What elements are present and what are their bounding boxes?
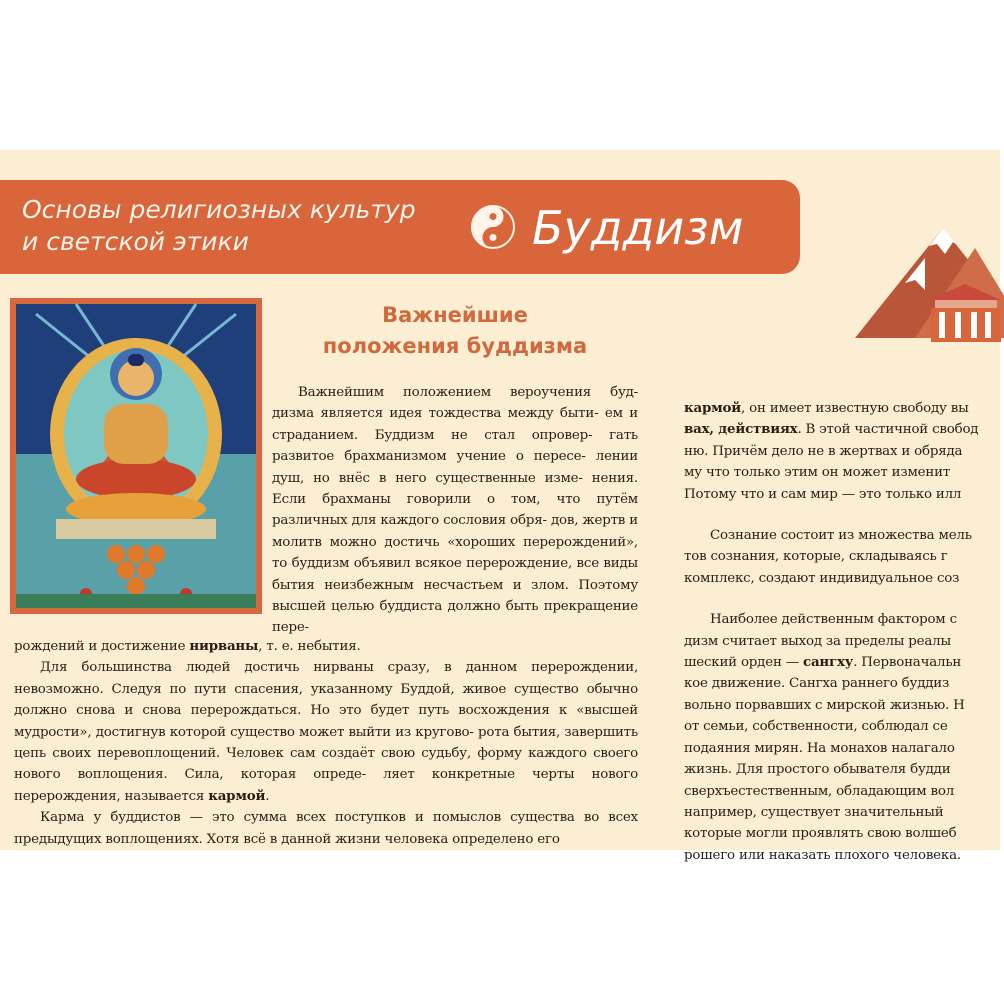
paragraph-1 bbox=[272, 382, 638, 639]
text-line: шеский орден — bbox=[684, 655, 803, 671]
paragraph-2 bbox=[14, 657, 638, 807]
textbook-page bbox=[0, 150, 1000, 863]
text-line: . Первоначальн bbox=[853, 655, 962, 671]
section-heading bbox=[300, 300, 610, 362]
text-line: дов, жертв и молитв можно достичь «хороших bbox=[272, 513, 638, 550]
text-line: Наиболее действенным фактором с bbox=[710, 612, 957, 628]
text-line: подаяния мирян. На монахов налагало bbox=[684, 740, 955, 756]
text-line: Карма у буддистов — это сумма всех поступков и помыслов существа во всех bbox=[40, 810, 638, 826]
text-line: дизм считает выход за пределы реалы bbox=[684, 633, 951, 649]
buddha-thangka-image bbox=[16, 304, 256, 608]
text-line: рота бытия, завершить цепь своих перевоплощений. Человек сам создаёт bbox=[14, 724, 638, 762]
mountain-temple-icon bbox=[855, 198, 1000, 348]
course-title bbox=[22, 194, 416, 258]
text-line: комплекс, создают индивидуальное соз bbox=[684, 570, 960, 586]
text-line: дизма является идея тождества между быти- bbox=[272, 406, 599, 422]
term-nirvana: нирваны bbox=[189, 638, 259, 654]
text-line: от семьи, собственности, соблюдал се bbox=[684, 719, 948, 735]
text-line: му что только этим он может изменит bbox=[684, 465, 951, 481]
text-line: Сознание состоит из множества мель bbox=[710, 528, 972, 544]
text-line: перерождение, все виды бытия неизбежным bbox=[272, 556, 639, 593]
term-sangha: сангху bbox=[802, 654, 854, 671]
text-line: сверхъестественным, обладающим вол bbox=[684, 783, 955, 799]
text-line: . В этой частичной свобод bbox=[797, 422, 979, 438]
text-line: вольно порвавших с мирской жизнью. Н bbox=[684, 697, 965, 713]
full-width-text bbox=[14, 636, 638, 850]
text-line: к «высшей мудрости», достигнув которой существо может выйти из кругово- bbox=[14, 703, 638, 740]
section-heading-line1: Важнейшие bbox=[382, 303, 528, 327]
text-line: рождений и достижение bbox=[14, 639, 186, 654]
section-heading-line2: положения буддизма bbox=[322, 334, 588, 358]
text-line: ляет конкретные черты нового перерождения, называется bbox=[14, 767, 638, 804]
text-line: несчастьем и злом. Поэтому высшей целью bbox=[272, 577, 639, 615]
text-line: которые могли проявлять свою волшеб bbox=[684, 826, 957, 842]
text-line: тов сознания, которые, складываясь г bbox=[684, 549, 948, 565]
paragraph-1-end bbox=[14, 636, 638, 657]
course-title-line1: Основы религиозных культур bbox=[22, 195, 416, 224]
text-line: гать развитое брахманизмом учение о пересе- bbox=[272, 427, 639, 465]
text-line: предыдущих воплощениях. Хотя всё в данной жизни человека определено его bbox=[14, 831, 560, 847]
text-line: кое движение. Сангха раннего буддиз bbox=[684, 676, 950, 692]
text-line: лении душ, но внёс в него существенные изме- bbox=[272, 449, 638, 486]
right-paragraph-2 bbox=[684, 525, 1004, 589]
text-line: например, существует значительный bbox=[684, 804, 944, 820]
text-line: невозможно. Следуя по пути спасения, указанному Буддой, живое существо bbox=[14, 681, 579, 697]
term-karma: кармой bbox=[684, 400, 742, 416]
course-title-line2: и светской этики bbox=[22, 227, 249, 256]
right-paragraph-3 bbox=[684, 609, 1004, 866]
text-line: Для большинства людей достичь нирваны сразу, в данном перерождении, bbox=[40, 660, 638, 676]
text-line: буддиста должно быть прекращение пере- bbox=[272, 599, 639, 636]
text-line: путём различных для каждого сословия обря- bbox=[272, 492, 639, 529]
column-beside-image bbox=[272, 382, 638, 639]
text-line: . bbox=[265, 788, 270, 804]
text-line: , он имеет известную свободу вы bbox=[741, 401, 969, 416]
text-line: Потому что и сам мир — это только илл bbox=[684, 486, 962, 502]
right-column bbox=[684, 398, 1004, 866]
text-line: ню. Причём дело не в жертвах и обряда bbox=[684, 443, 963, 459]
text-line: Важнейшим положением вероучения буд- bbox=[298, 385, 638, 400]
yin-yang-icon bbox=[470, 204, 516, 250]
text-line: жизнь. Для простого обывателя будди bbox=[684, 762, 951, 778]
right-paragraph-1 bbox=[684, 398, 1004, 505]
text-line: перерождений», то буддизм объявил всякое bbox=[272, 534, 638, 572]
term-karma: кармой bbox=[208, 787, 266, 804]
topic-title: Буддизм bbox=[532, 201, 744, 255]
text-line: ем и страданием. Буддизм не стал опровер- bbox=[272, 406, 638, 443]
bold-phrase: вах, действиях bbox=[684, 421, 798, 438]
text-line: , т. е. небытия. bbox=[258, 639, 361, 654]
text-line: обычно должно снова и снова перерождаться. Но это будет путь восхождения bbox=[14, 681, 638, 719]
text-line: нения. Если брахманы говорили о том, что bbox=[272, 470, 638, 508]
text-line: свою судьбу, форму каждого своего нового воплощения. Сила, которая опреде- bbox=[14, 746, 638, 783]
text-line: рошего или наказать плохого человека. bbox=[684, 847, 961, 863]
paragraph-3 bbox=[14, 807, 638, 850]
